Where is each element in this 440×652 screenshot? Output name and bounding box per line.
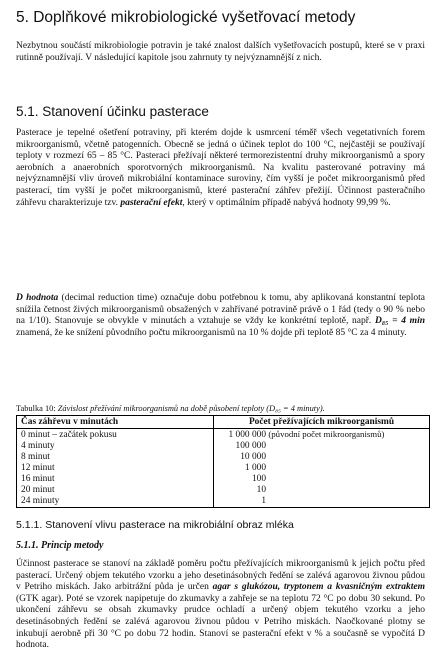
cell-time: 0 minut – začátek pokusu: [17, 429, 214, 442]
cell-time: 20 minut: [17, 485, 214, 496]
caption-text: Závislost přežívání mikroorganismů na době působení teploty (D₈₅ = 4 minuty).: [57, 404, 325, 413]
cell-count: [214, 474, 430, 485]
caption-label: Tabulka 10:: [16, 404, 58, 413]
cell-time: 16 minut: [17, 474, 214, 485]
cell-time: 12 minut: [17, 463, 214, 474]
paragraph-text: Účinnost pasterace se stanoví na základě poměru počtu přežívajících mikroorganismů k jejich počtu před pasterací. Určený objem tekutého vzorku a jeho desetinásobných ředění se zalévá agarovou živnou půdou v Petriho miskách. Jako arbitrážní půda je určen: [16, 559, 425, 593]
d85-value: D₈₅ = 4 min: [374, 316, 425, 327]
pasterace-paragraph: [16, 128, 425, 209]
table-row: [17, 474, 430, 485]
paragraph-text: znamená, že ke snížení původního počtu mikroorganismů na 10 % dojde při teplotě 85 °C za 4 minuty.: [16, 327, 407, 338]
term-gtk-agar: agar s glukózou, tryptonem a kvasničným extraktem: [212, 582, 426, 593]
column-header-time: Čas záhřevu v minutách: [17, 416, 214, 429]
paragraph-text: (decimal reduction time) označuje dobu potřebnou k tomu, aby aplikovaná konstantní teplota snížila četnost živých mikroorganismů obsažených v zahřívané potravině právě o 1 řád (tedy o 90 % nebo na 1/10). Stanovuje se obvykle v minutách a vztahuje se vždy ke konkrétní teplotě, např.: [16, 293, 425, 327]
table-row: [17, 429, 430, 442]
table-header-row: [17, 416, 430, 429]
paragraph-text: (GTK agar). Poté se vzorek napipetuje do zkumavky a zahřeje se na teplotu 72 °C po dobu 30 sekund. Po ukončení záhřevu se obsah zkumavky prudce ochladí a určený objem tekutého vzorku a jeho desetinásobných ředění se zalévá agarovou živnou půdou v Petriho miskách. Naočkované plotny se inkubují aerobně při 30 °C po dobu 72 hodin. Stanoví se pasterační efekt v % a současně se vypočítá D hodnota.: [16, 593, 425, 651]
cell-count: [214, 485, 430, 496]
paragraph-text: , který v optimálním případě nabývá hodnoty 99,99 %.: [182, 197, 391, 208]
count-note: (původní počet mikroorganismů): [268, 429, 385, 439]
cell-count: [214, 441, 430, 452]
count-value: 10: [256, 485, 266, 495]
table-row: [17, 485, 430, 496]
table-row: [17, 463, 430, 474]
table-row: [17, 441, 430, 452]
cell-count: [214, 429, 430, 442]
chapter-heading: 5. Doplňkové mikrobiologické vyšetřovací metody: [16, 9, 356, 26]
paragraph-text: Pasterace je tepelné ošetření potraviny, při kterém dojde k usmrcení téměř všech vegetativních forem mikroorganismů, včetně patogenních. Obecně se jedná o účinek teplot do 100 °C, nejčastěji se používají teploty v rozmezí 65 – 85 °C. Pasteraci přežívají některé termorezistentní druhy mikroorganismů a spory aerobních a anaerobních sporotvorných mikroorganismů. Na kvalitu pasterované potraviny má nejvýznamnější vliv úroveň mikrobiální kontaminace suroviny, čím vyšší je počet mikroorganismů před pasterací, tím vyšší je počet mikroorganismů, které pasterační záhřev přežijí. Účinnost pasteračního záhřevu charakterizuje tzv.: [16, 128, 425, 208]
cell-time: 24 minuty: [17, 496, 214, 508]
count-value: 1: [261, 496, 266, 506]
intro-paragraph: Nezbytnou součástí mikrobiologie potravin je také znalost dalších vyšetřovacích postupů, které se v praxi rutinně používají. V následující kapitole jsou zahrnuty ty nejvýznamnější z nich.: [16, 41, 425, 63]
count-value: 1 000: [244, 463, 266, 473]
count-value: 1 000 000: [228, 430, 266, 440]
column-header-count: Počet přežívajících mikroorganismů: [214, 416, 430, 429]
method-paragraph: [16, 559, 425, 652]
cell-time: 4 minuty: [17, 441, 214, 452]
cell-count: [214, 496, 430, 508]
table-row: [17, 452, 430, 463]
table-row: [17, 496, 430, 508]
cell-time: 8 minut: [17, 452, 214, 463]
subsection-heading: 5.1.1. Stanovení vlivu pasterace na mikrobiální obraz mléka: [16, 519, 294, 531]
count-value: 100: [251, 474, 266, 484]
term-pasteracni-efekt: pasterační efekt: [120, 197, 183, 208]
cell-count: [214, 452, 430, 463]
d-value-paragraph: [16, 293, 425, 339]
term-d-hodnota: D hodnota: [16, 293, 59, 303]
survival-table: [16, 415, 430, 508]
table-caption: [16, 403, 430, 414]
count-value: 10 000: [240, 452, 266, 462]
section-heading: 5.1. Stanovení účinku pasterace: [16, 104, 209, 119]
subsubsection-heading: 5.1.1. Princip metody: [16, 540, 104, 551]
cell-count: [214, 463, 430, 474]
count-value: 100 000: [235, 441, 266, 451]
